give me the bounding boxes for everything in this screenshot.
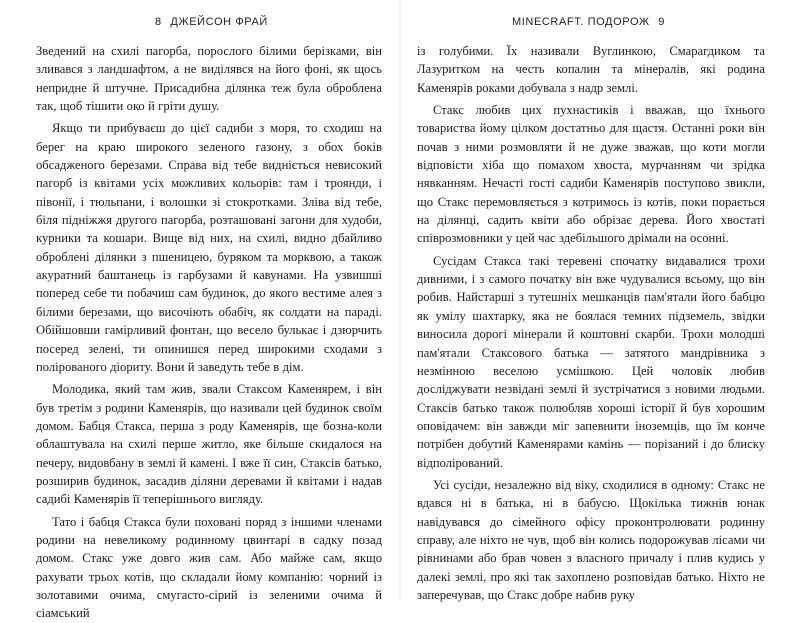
paragraph: Молодика, який там жив, звали Стаксом Каменярем, і він був третім з родини Каменярів, що називали цей будинок своїм домом. Бабця Стакса, перша з роду Каменярів, ще бозна-коли облаштувала на схилі перше житло, яке більше скидалося на печеру, видовбану в землі й камені. І вже її син, Стаксів батько, розширив будинок, засадив діляни деревами й квітами і надав садибі Каменярів її теперішнього вигляду.	[36, 382, 382, 507]
paragraph: Тато і бабця Стакса були поховані поряд з іншими членами родини на невеликому родинному цвинтарі в садку позад домом. Стакс уже довго жив сам. Або майже сам, якщо рахувати трьох котів, що складали йому компанію: чорний із золотавими очима, смугасто-сірий із зеленими очима й сіамський	[36, 514, 382, 621]
paragraph: із голубими. Їх називали Вуглинкою, Смарагдиком та Лазуритком на честь копалин та мінералів, які родина Каменярів роками добувала з надр землі.	[417, 44, 765, 95]
running-head-title: MINECRAFT. ПОДОРОЖ	[511, 16, 650, 28]
right-page-text	[417, 42, 765, 604]
page-number-right: 9	[658, 16, 666, 28]
book-gutter	[398, 0, 402, 600]
paragraph: Усі сусіди, незалежно від віку, сходилися в одному: Стакс не вдався ні в батька, ні в бабусю. Щокілька тижнів юнак навідувався до сімейного офісу проконтролювати родинну справу, але ніхто не чув, щоб він колись подорожував лісами чи рівнинами або брав човен з власного причалу і плив кудись у далекі землі, про які так захоплено розповідав батько. Ніхто не заперечував, що Стакс добре набив руку	[417, 477, 765, 602]
paragraph: Сусідам Стакса такі теревені спочатку видавалися трохи дивними, і з самого початку він вже чудувалися всьому, що він робив. Найстарші з тутешніх мешканців пам'ятали його бабцю як умілу шахтарку, яка не боялася темних підземель, звідки виносила дорогі мінерали й коштовні скарби. Трохи молодші пам'ятали Стаксового батька — затятого мандрівника з незмінною веселою усмішкою. Цей чоловік любив досліджувати незвідані землі й зустрічатися з новими людьми. Стаксів батько також полюбляв хороші історії й був хорошим оповідачем: він завжди міг запевнити іноземців, що їм конче потрібен добутий Каменярами камінь — порізаний і до блиску відполірований.	[417, 253, 765, 470]
left-page-text	[36, 42, 382, 623]
running-head-right	[417, 8, 765, 36]
running-head-author: ДЖЕЙСОН ФРАЙ	[170, 16, 268, 28]
left-page	[36, 0, 382, 621]
paragraph: Якщо ти прибуваєш до цієї садиби з моря, то сходиш на берег на краю широкого зеленого газону, з обох боків обсадженого березами. Справа від тебе видніється невисокий пагорб із квітами усіх можливих кольорів: там і троянди, і півонії, і тюльпани, і волошки зі стокротками. Зліва від тебе, біля підніжжя другого пагорба, розташовані загони для худоби, курники та кошари. Вище від них, на схилі, видно дбайливо оброблені ділянки з пшеницею, буряком та морквою, а також акуратний баштанець із гарбузами й кавунами. На узвишші поперед себе ти побачиш сам будинок, до якого вестиме алея з білими березами, що височіють обабіч, як солдати на параді. Обійшовши гамірливий фонтан, що весело булькає і дзюрчить посеред зелені, ти опинишся перед широкими сходами з полірованого діориту. Вони й заведуть тебе в дім.	[36, 121, 382, 374]
page-number-left: 8	[155, 16, 162, 28]
paragraph: Стакс любив цих пухнастиків і вважав, що їхнього товариства йому цілком достатньо для щастя. Останні роки він почав з ними розмовляти й не дуже зважав, що коти могли відповісти хіба що помахом хвоста, мурчанням чи зрідка нявканням. Нечасті гості садиби Каменярів поступово звикли, що Стакс перемовляється з котримось із котів, поки порається на ділянці, садить квіти або обрізає дерева. Його хвостаті співрозмовники у цей час здебільшого дрімали на осонні.	[417, 103, 765, 246]
right-page	[417, 0, 765, 600]
paragraph: Зведений на схилі пагорба, порослого білими берізками, він зливався з ландшафтом, а не виділявся на його фоні, як щось непридне й штучне. Присадибна ділянка теж була оброблена так, щоб тішити око й гріти душу.	[36, 44, 382, 114]
running-head-left	[36, 8, 382, 36]
